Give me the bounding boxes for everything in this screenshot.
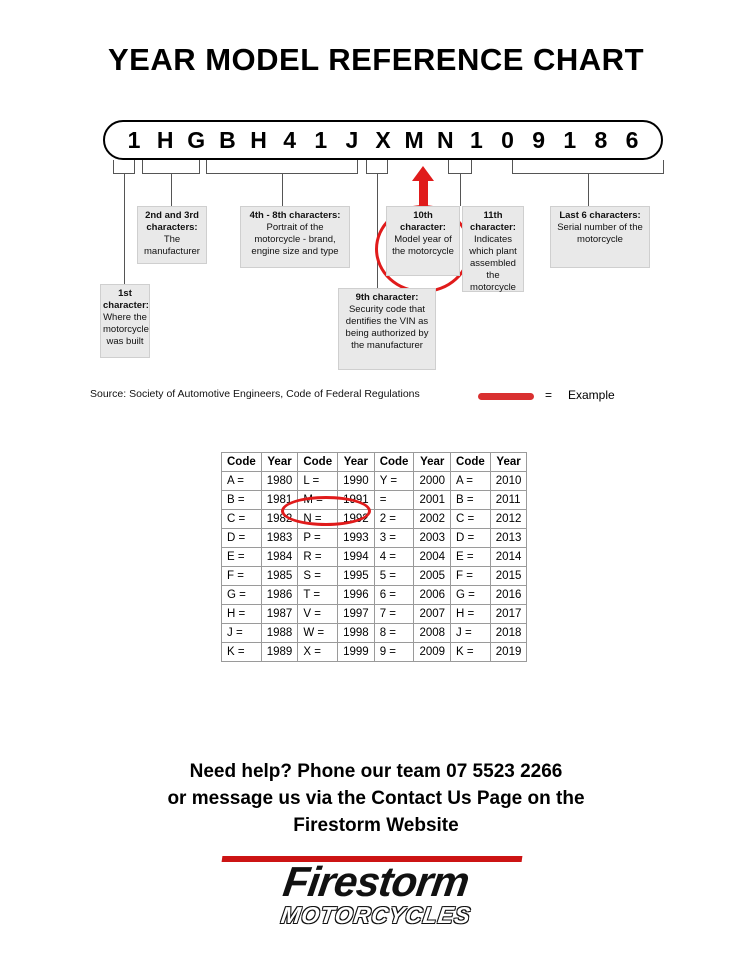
vin-character: G [187,127,206,153]
table-cell: R = [298,548,338,567]
table-header-cell: Year [261,453,298,472]
table-cell: G = [222,586,262,605]
callout-tenth-character [386,206,460,276]
bracket-ninth-character [366,160,388,174]
table-cell: Y = [374,472,414,491]
table-cell: 4 = [374,548,414,567]
footer-line-3: Firestorm Website [293,815,459,836]
table-cell: G = [451,586,491,605]
callout-heading: 11th character: [470,210,516,233]
table-cell: A = [451,472,491,491]
table-row [222,586,527,605]
table-cell: 1987 [261,605,298,624]
table-cell: C = [451,510,491,529]
vin-character: H [156,127,174,153]
table-cell: 2007 [414,605,451,624]
table-row [222,510,527,529]
table-cell: 1992 [338,510,375,529]
leader-second-third-characters [171,174,172,206]
vin-character: N [436,127,454,153]
table-cell: 2018 [490,624,527,643]
table-cell: N = [298,510,338,529]
table-cell: 1997 [338,605,375,624]
table-cell: = [374,491,414,510]
callout-body: Serial number of the motorcycle [557,222,643,245]
table-cell: 2013 [490,529,527,548]
table-row [222,624,527,643]
table-cell: 1984 [261,548,298,567]
table-cell: 1981 [261,491,298,510]
callout-body: The manufacturer [144,234,200,257]
table-header-cell: Code [298,453,338,472]
footer-line-1: Need help? Phone our team 07 5523 2266 [189,761,563,782]
table-cell: L = [298,472,338,491]
callout-heading: 10th character: [400,210,446,233]
vin-character: 6 [625,127,639,153]
table-cell: 2005 [414,567,451,586]
logo-wordmark: Firestorm [280,858,472,905]
table-row [222,472,527,491]
table-cell: C = [222,510,262,529]
callout-body: Where the motorcycle was built [103,312,149,347]
table-row [222,567,527,586]
table-cell: 1993 [338,529,375,548]
callout-body: Security code that dentifies the VIN as being authorized by the manufacturer [345,304,429,351]
table-cell: 2014 [490,548,527,567]
table-cell: W = [298,624,338,643]
table-highlight-ellipse [281,496,371,526]
table-cell: 2019 [490,643,527,662]
bracket-first-character [113,160,135,174]
table-cell: J = [451,624,491,643]
table-cell: T = [298,586,338,605]
table-cell: 2002 [414,510,451,529]
vin-character: 1 [127,127,141,153]
callout-body: Model year of the motorcycle [392,234,454,257]
bracket-fourth-eighth-characters [206,160,358,174]
callout-heading: 9th character: [355,292,419,303]
table-cell: 2016 [490,586,527,605]
table-cell: H = [451,605,491,624]
table-cell: B = [451,491,491,510]
leader-last-six-characters [588,174,589,206]
callout-heading: 4th - 8th characters: [249,210,341,221]
table-cell: E = [222,548,262,567]
leader-eleventh-character [460,174,461,206]
table-row [222,643,527,662]
model-year-arrow-head [412,166,434,181]
footer-line-2: or message us via the Contact Us Page on the [167,788,585,809]
logo-subtitle: MOTORCYCLES [279,902,473,928]
table-cell: D = [222,529,262,548]
table-cell: 1980 [261,472,298,491]
table-header-row [222,453,527,472]
callout-second-third-characters [137,206,207,264]
table-row [222,605,527,624]
table-cell: 2 = [374,510,414,529]
legend-equals-sign: = [545,388,553,402]
callout-heading: Last 6 characters: [559,210,641,221]
table-cell: B = [222,491,262,510]
table-cell: S = [298,567,338,586]
firestorm-logo [196,858,556,938]
vin-character: J [345,127,359,153]
footer-contact [0,758,752,839]
table-cell: F = [451,567,491,586]
table-cell: 2003 [414,529,451,548]
vin-character: 4 [283,127,297,153]
table-cell: 1998 [338,624,375,643]
table-cell: 1995 [338,567,375,586]
callout-heading: 2nd and 3rd characters: [145,210,199,233]
table-cell: P = [298,529,338,548]
table-header-cell: Code [451,453,491,472]
table-cell: 7 = [374,605,414,624]
table-cell: D = [451,529,491,548]
table-cell-highlighted: 1991 [338,491,375,510]
vin-character: 1 [314,127,328,153]
table-cell: 2010 [490,472,527,491]
legend-example-label: Example [568,388,615,402]
vin-character: B [219,127,236,153]
callout-body: Indicates which plant assembled the motorcycle [469,234,517,293]
vin-character-model-year: M [404,127,424,153]
table-cell: 1982 [261,510,298,529]
callout-fourth-eighth-characters [240,206,350,268]
table-row [222,491,527,510]
callout-body: Portrait of the motorcycle - brand, engine size and type [251,222,339,257]
vin-number-box [103,120,663,160]
year-code-table [221,452,527,662]
page-title: YEAR MODEL REFERENCE CHART [107,42,645,77]
table-cell: 2012 [490,510,527,529]
table-cell: A = [222,472,262,491]
table-header-cell: Code [374,453,414,472]
table-cell: 1986 [261,586,298,605]
bracket-second-third-characters [142,160,200,174]
table-cell: 2000 [414,472,451,491]
table-cell: 1989 [261,643,298,662]
bracket-eleventh-character [448,160,472,174]
legend-example-swatch [478,393,534,400]
table-cell: V = [298,605,338,624]
table-cell: 2001 [414,491,451,510]
table-cell: 2017 [490,605,527,624]
vin-character: X [375,127,391,153]
table-cell: K = [451,643,491,662]
callout-last-six-characters [550,206,650,268]
table-cell: 1994 [338,548,375,567]
table-header-cell: Code [222,453,262,472]
table-cell: H = [222,605,262,624]
leader-fourth-eighth-characters [282,174,283,206]
vin-character: 0 [501,127,514,153]
table-cell: 9 = [374,643,414,662]
source-note: Source: Society of Automotive Engineers, Code of Federal Regulations [90,388,420,400]
vin-character: 1 [469,127,483,153]
table-cell: 1996 [338,586,375,605]
table-cell: 2008 [414,624,451,643]
callout-eleventh-character [462,206,524,292]
table-cell: 2009 [414,643,451,662]
table-row [222,548,527,567]
table-row [222,529,527,548]
table-cell: 1985 [261,567,298,586]
table-cell: J = [222,624,262,643]
table-cell-highlighted: M = [298,491,338,510]
table-cell: 2004 [414,548,451,567]
table-cell: E = [451,548,491,567]
leader-first-character [124,174,125,284]
table-cell: 1990 [338,472,375,491]
table-cell: 2006 [414,586,451,605]
table-cell: 3 = [374,529,414,548]
vin-character: H [250,127,267,153]
table-cell: 1983 [261,529,298,548]
table-header-cell: Year [490,453,527,472]
table-cell: 5 = [374,567,414,586]
vin-character: 1 [563,127,577,153]
callout-ninth-character [338,288,436,370]
table-cell: K = [222,643,262,662]
table-header-cell: Year [414,453,451,472]
table-cell: F = [222,567,262,586]
table-header-cell: Year [338,453,375,472]
table-cell: X = [298,643,338,662]
bracket-last-six-characters [512,160,664,174]
vin-character: 9 [532,127,546,153]
callout-first-character [100,284,150,358]
callout-heading: 1st character: [103,288,149,311]
table-cell: 2011 [490,491,527,510]
table-cell: 2015 [490,567,527,586]
table-cell: 1988 [261,624,298,643]
table-cell: 1999 [338,643,375,662]
table-cell: 8 = [374,624,414,643]
vin-character: 8 [594,127,608,153]
table-cell: 6 = [374,586,414,605]
